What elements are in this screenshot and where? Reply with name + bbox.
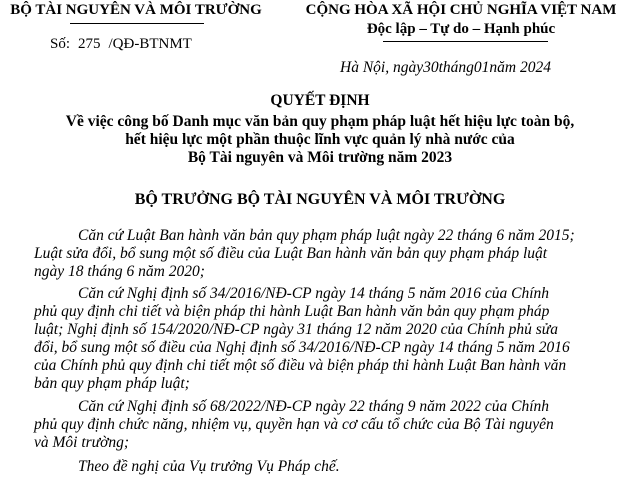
body-line: luật; Nghị định số 154/2020/NĐ-CP ngày 31 tháng 12 năm 2020 của Chính phủ sửa — [34, 321, 558, 338]
body-line: Căn cứ Luật Ban hành văn bản quy phạm pháp luật ngày 22 tháng 6 năm 2015; — [78, 227, 575, 244]
body-line: Căn cứ Nghị định số 34/2016/NĐ-CP ngày 14 tháng 5 năm 2016 của Chính — [78, 285, 550, 302]
body-line: và Môi trường; — [34, 434, 130, 451]
document-subject-line-2: hết hiệu lực một phần thuộc lĩnh vực quản lý nhà nước của — [125, 131, 515, 148]
body-line: của Chính phủ quy định chi tiết một số điều và biện pháp thi hành Luật Ban hành văn — [34, 357, 567, 374]
issuing-ministry: BỘ TÀI NGUYÊN VÀ MÔI TRƯỜNG — [10, 2, 262, 18]
document-subject-line-1: Về việc công bố Danh mục văn bản quy phạm pháp luật hết hiệu lực toàn bộ, — [65, 113, 575, 130]
document-number — [50, 36, 192, 53]
body-line: Căn cứ Nghị định số 68/2022/NĐ-CP ngày 22 tháng 9 năm 2022 của Chính — [78, 398, 550, 415]
body-line: đổi, bổ sung một số điều của Nghị định số 34/2016/NĐ-CP ngày 14 tháng 5 năm 2016 — [34, 339, 570, 356]
document-number-value: 275 — [78, 36, 101, 52]
ministry-underline — [70, 23, 204, 24]
body-line: Theo đề nghị của Vụ trưởng Vụ Pháp chế. — [78, 458, 340, 475]
national-title: CỘNG HÒA XÃ HỘI CHỦ NGHĨA VIỆT NAM — [305, 2, 617, 18]
document-number-label: Số: — [50, 36, 71, 52]
issuing-authority: BỘ TRƯỞNG BỘ TÀI NGUYÊN VÀ MÔI TRƯỜNG — [134, 191, 506, 208]
national-motto: Độc lập – Tự do – Hạnh phúc — [366, 21, 556, 37]
document-type: QUYẾT ĐỊNH — [270, 92, 370, 109]
document-number-suffix: /QĐ-BTNMT — [108, 36, 192, 52]
document-subject-line-3: Bộ Tài nguyên và Môi trường năm 2023 — [187, 149, 453, 166]
body-line: phủ quy định chi tiết và biện pháp thi hành Luật Ban hành văn bản quy phạm pháp — [34, 303, 550, 320]
place-date: Hà Nội, ngày30tháng01năm 2024 — [340, 59, 551, 76]
body-line: ngày 18 tháng 6 năm 2020; — [34, 263, 205, 280]
motto-underline — [383, 41, 548, 42]
body-line: Luật sửa đổi, bổ sung một số điều của Luật Ban hành văn bản quy phạm pháp luật — [34, 245, 548, 262]
body-line: bản quy phạm pháp luật; — [34, 375, 190, 392]
body-line: phủ quy định chức năng, nhiệm vụ, quyền hạn và cơ cấu tổ chức của Bộ Tài nguyên — [34, 416, 554, 433]
